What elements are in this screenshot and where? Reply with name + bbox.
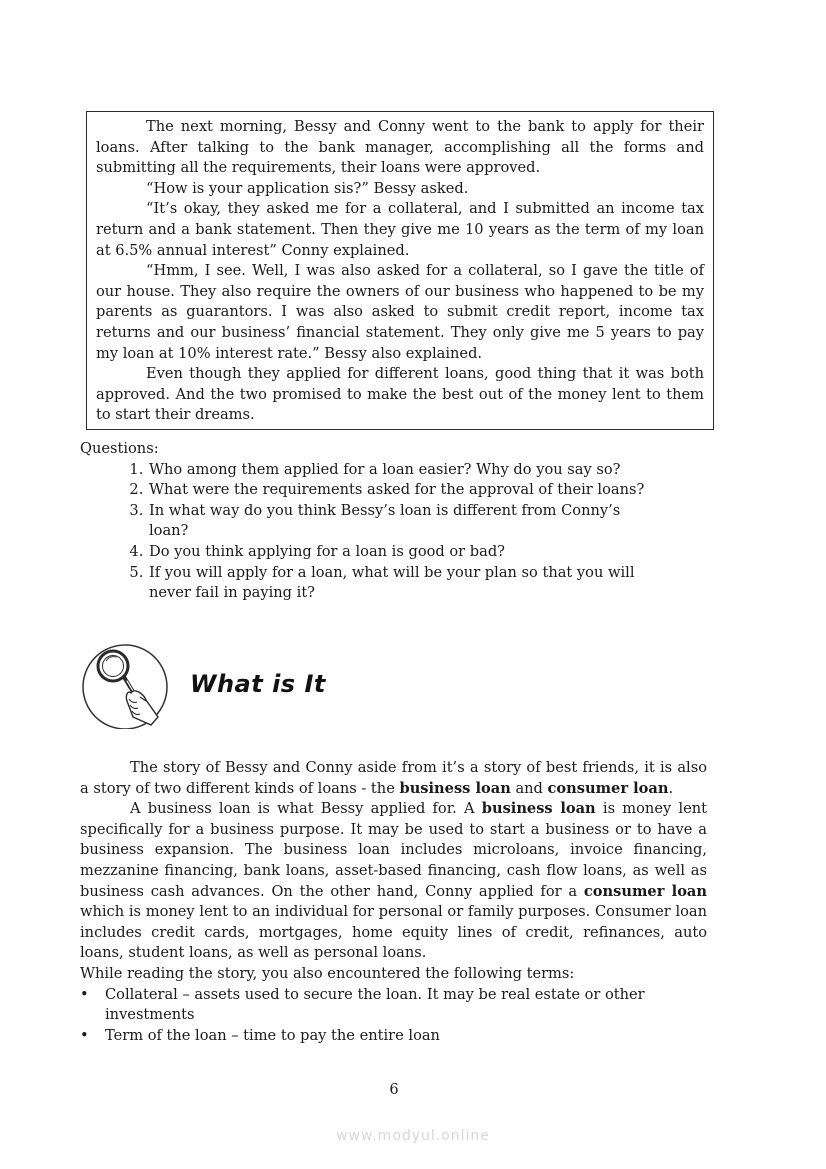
terms-intro: While reading the story, you also encountered the following terms:: [80, 964, 575, 982]
term-item: [80, 985, 645, 1026]
body-text-run: and: [510, 779, 548, 797]
terms-list: [80, 985, 707, 1047]
body-text-run: A business loan is what Bessy applied for. A: [130, 800, 482, 818]
story-paragraph: “How is your application sis?” Bessy asked.: [146, 179, 469, 197]
bullet-icon: •: [80, 1026, 89, 1044]
section-title: What is It: [190, 670, 326, 698]
story-paragraph: Even though they applied for different loans, good thing that it was both approved. And the two promised to make the best out of the money lent to them to start their dreams.: [96, 365, 704, 424]
questions-heading: Questions:: [80, 440, 159, 457]
body-text-run: which is money lent to an individual for personal or family purposes. Consumer loan includes credit cards, mortgages, home equity lines of credit, refinances, auto loans, student loans, as well as personal loans.: [80, 903, 707, 962]
body-text-run: .: [668, 779, 674, 797]
body-text-run: The story of Bessy and Conny aside from it’s a story of best friends, it is also a story of two different kinds of loans - the: [80, 759, 707, 797]
story-paragraph: “Hmm, I see. Well, I was also asked for a collateral, so I gave the title of our house. They also require the owners of our business who happened to be my parents as guarantors. I was also asked to submit credit report, income tax returns and our business’ financial statement. They only give me 5 years to pay my loan at 10% interest rate.” Bessy also explained.: [96, 262, 704, 362]
story-paragraph: The next morning, Bessy and Conny went to the bank to apply for their loans. After talking to the bank manager, accomplishing all the forms and submitting all the requirements, their loans were approved.: [96, 118, 704, 177]
question-item: 4. Do you think applying for a loan is good or bad?: [148, 542, 660, 563]
term-business-loan: business loan: [399, 779, 511, 797]
term-consumer-loan: consumer loan: [583, 882, 707, 900]
term-item: [80, 1026, 645, 1047]
term-business-loan: business loan: [481, 800, 596, 818]
page-number: 6: [389, 1081, 399, 1098]
questions-section: [80, 439, 660, 604]
question-item: 1. Who among them applied for a loan easier? Why do you say so?: [148, 460, 660, 481]
body-paragraph: [80, 799, 707, 964]
term-consumer-loan: consumer loan: [547, 779, 669, 797]
watermark: www.modyul.online: [336, 1128, 490, 1144]
magnifying-glass-icon: [80, 617, 170, 729]
question-item: 5. If you will apply for a loan, what will be your plan so that you will never fail in paying it?: [148, 563, 660, 604]
story-box: [86, 111, 714, 430]
story-paragraph: “It’s okay, they asked me for a collateral, and I submitted an income tax return and a bank statement. Then they give me 10 years as the term of my loan at 6.5% annual interest” Conny explained.: [96, 200, 704, 259]
bullet-icon: •: [80, 985, 89, 1003]
term-text: Term of the loan – time to pay the entire loan: [105, 1026, 440, 1044]
questions-list: [80, 460, 660, 604]
body-text-run: is money lent specifically for a business purpose. It may be used to start a business or to have a business expansion. The business loan includes microloans, invoice financing, mezzanine financing, bank loans, asset-based financing, cash flow loans, as well as business cash advances. On the other hand, Conny applied for a: [80, 800, 708, 900]
question-item: 2. What were the requirements asked for the approval of their loans?: [148, 480, 660, 501]
term-text: Collateral – assets used to secure the loan. It may be real estate or other investments: [105, 985, 645, 1024]
body-paragraph: [80, 758, 707, 799]
question-item: 3. In what way do you think Bessy’s loan is different from Conny’s loan?: [148, 501, 660, 542]
what-is-it-body: [80, 758, 707, 1046]
